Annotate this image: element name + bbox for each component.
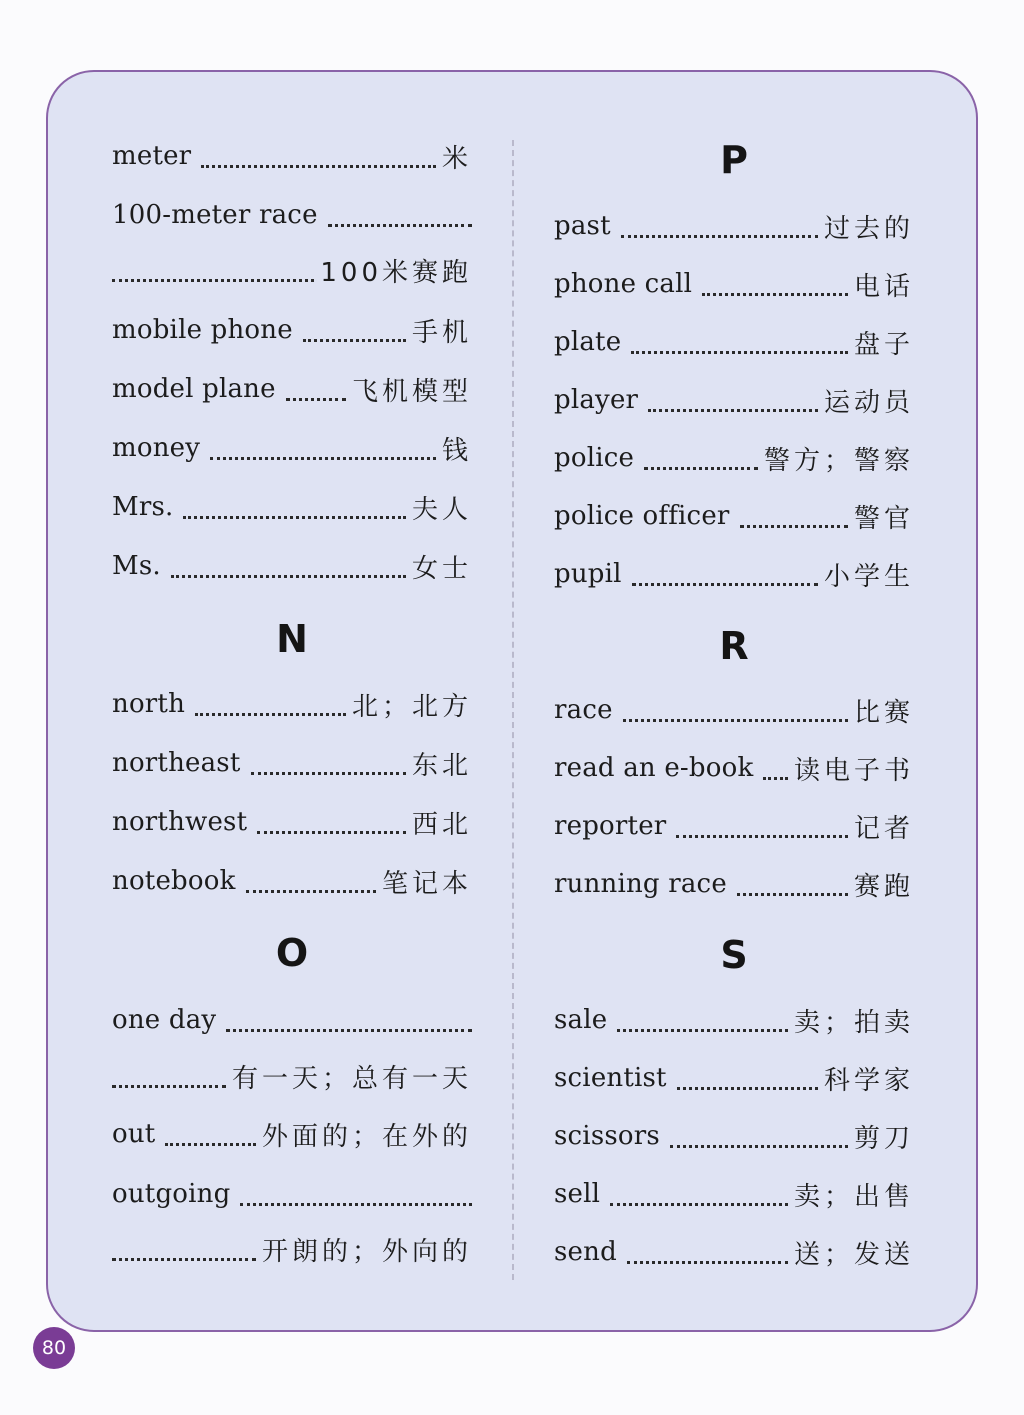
leader-dots	[648, 408, 818, 412]
entry-word: police	[554, 443, 635, 473]
entry-meaning: 手机	[411, 317, 472, 348]
entry-meaning: 过去的	[823, 213, 914, 244]
entry-word: out	[112, 1119, 156, 1149]
leader-dots	[303, 338, 406, 342]
glossary-entry	[554, 864, 914, 904]
entry-word: notebook	[112, 866, 236, 896]
entry-meaning: 盘子	[853, 329, 914, 360]
entry-word: player	[554, 385, 639, 415]
leader-dots	[257, 830, 406, 834]
leader-dots	[210, 456, 436, 460]
entry-meaning: 运动员	[823, 387, 914, 418]
entry-word: read an e-book	[554, 753, 754, 783]
glossary-entry	[112, 428, 472, 468]
section-letter-n: N	[276, 617, 308, 661]
glossary-entry-line1	[112, 195, 472, 235]
entry-word: running race	[554, 869, 727, 899]
leader-dots	[677, 1086, 818, 1090]
entry-word: Ms.	[112, 551, 161, 581]
section-letter-p: P	[720, 138, 748, 182]
glossary-entry	[112, 136, 472, 176]
glossary-entry	[554, 1232, 914, 1272]
leader-dots	[621, 234, 818, 238]
entry-word: phone call	[554, 269, 693, 299]
entry-meaning: 开朗的；外向的	[261, 1236, 472, 1267]
glossary-entry	[554, 206, 914, 246]
entry-meaning: 记者	[853, 813, 914, 844]
entry-word: police officer	[554, 501, 730, 531]
entry-meaning: 电话	[853, 271, 914, 302]
glossary-entry-line1	[112, 1000, 472, 1040]
entry-word: pupil	[554, 559, 622, 589]
glossary-entry-line1	[112, 1174, 472, 1214]
entry-meaning: 科学家	[823, 1065, 914, 1096]
glossary-entry	[112, 802, 472, 842]
entry-meaning: 笔记本	[381, 868, 472, 899]
entry-meaning: 读电子书	[793, 755, 914, 786]
glossary-entry	[554, 438, 914, 478]
leader-dots	[627, 1260, 788, 1264]
entry-word: northwest	[112, 807, 248, 837]
leader-dots	[165, 1142, 256, 1146]
leader-dots	[702, 292, 848, 296]
glossary-entry	[554, 1058, 914, 1098]
entry-word: north	[112, 689, 186, 719]
leader-dots	[195, 712, 346, 716]
section-letter-s: S	[720, 933, 748, 977]
leader-dots	[763, 776, 788, 780]
glossary-entry	[554, 690, 914, 730]
entry-meaning: 北；北方	[351, 691, 472, 722]
entry-meaning: 警官	[853, 503, 914, 534]
entry-word: outgoing	[112, 1179, 231, 1209]
leader-dots	[183, 515, 406, 519]
entry-meaning: 警方；警察	[763, 445, 914, 476]
leader-dots	[632, 582, 818, 586]
entry-word: scientist	[554, 1063, 667, 1093]
glossary-entry	[554, 264, 914, 304]
column-divider	[512, 140, 514, 1280]
entry-word: race	[554, 695, 613, 725]
entry-meaning: 夫人	[411, 494, 472, 525]
entry-word: one day	[112, 1005, 217, 1035]
entry-meaning: 赛跑	[853, 871, 914, 902]
leader-dots	[644, 466, 758, 470]
leader-dots	[670, 1144, 848, 1148]
entry-meaning: 比赛	[853, 697, 914, 728]
glossary-entry	[112, 861, 472, 901]
entry-meaning: 西北	[411, 809, 472, 840]
leader-dots	[240, 1202, 472, 1206]
glossary-entry	[554, 1000, 914, 1040]
leader-dots	[171, 574, 406, 578]
entry-word: sale	[554, 1005, 608, 1035]
glossary-entry-line2	[112, 250, 472, 290]
glossary-entry	[112, 546, 472, 586]
leader-dots	[112, 1084, 226, 1088]
leader-dots	[286, 397, 346, 401]
glossary-entry	[112, 1114, 472, 1154]
page-number-badge: 80	[33, 1327, 75, 1369]
entry-meaning: 剪刀	[853, 1123, 914, 1154]
leader-dots	[328, 223, 472, 227]
entry-meaning: 东北	[411, 750, 472, 781]
entry-meaning: 飞机模型	[351, 376, 472, 407]
entry-word: model plane	[112, 374, 276, 404]
entry-meaning: 卖；拍卖	[793, 1007, 914, 1038]
leader-dots	[617, 1028, 788, 1032]
section-letter-r: R	[719, 624, 749, 668]
leader-dots	[112, 278, 314, 282]
glossary-entry	[554, 806, 914, 846]
glossary-entry-line2	[112, 1229, 472, 1269]
glossary-entry	[554, 554, 914, 594]
glossary-entry	[112, 743, 472, 783]
entry-meaning: 米	[441, 143, 472, 174]
leader-dots	[610, 1202, 788, 1206]
entry-meaning: 钱	[441, 435, 472, 466]
entry-meaning: 送；发送	[793, 1239, 914, 1270]
leader-dots	[737, 892, 848, 896]
entry-word: mobile phone	[112, 315, 293, 345]
entry-word: meter	[112, 141, 192, 171]
section-letter-o: O	[275, 931, 309, 975]
entry-word: past	[554, 211, 611, 241]
entry-word: sell	[554, 1179, 601, 1209]
entry-word: reporter	[554, 811, 667, 841]
glossary-entry	[112, 684, 472, 724]
entry-meaning: 有一天；总有一天	[231, 1063, 472, 1094]
glossary-entry	[554, 496, 914, 536]
leader-dots	[740, 524, 848, 528]
glossary-entry	[554, 1174, 914, 1214]
leader-dots	[226, 1028, 472, 1032]
entry-word: money	[112, 433, 201, 463]
entry-meaning: 100米赛跑	[320, 257, 472, 288]
entry-meaning: 外面的；在外的	[261, 1121, 472, 1152]
leader-dots	[623, 718, 848, 722]
glossary-entry	[554, 380, 914, 420]
leader-dots	[112, 1257, 256, 1261]
entry-meaning: 卖；出售	[793, 1181, 914, 1212]
entry-meaning: 女士	[411, 553, 472, 584]
entry-word: plate	[554, 327, 622, 357]
glossary-entry	[554, 748, 914, 788]
glossary-entry-line2	[112, 1056, 472, 1096]
leader-dots	[631, 350, 848, 354]
leader-dots	[676, 834, 848, 838]
leader-dots	[201, 164, 436, 168]
glossary-entry	[112, 369, 472, 409]
entry-word: northeast	[112, 748, 241, 778]
entry-word: send	[554, 1237, 617, 1267]
entry-word: scissors	[554, 1121, 660, 1151]
glossary-entry	[554, 322, 914, 362]
glossary-entry	[554, 1116, 914, 1156]
entry-meaning: 小学生	[823, 561, 914, 592]
entry-word: Mrs.	[112, 492, 174, 522]
glossary-entry	[112, 487, 472, 527]
glossary-entry	[112, 310, 472, 350]
entry-word: 100-meter race	[112, 200, 318, 230]
leader-dots	[246, 889, 376, 893]
leader-dots	[251, 771, 406, 775]
